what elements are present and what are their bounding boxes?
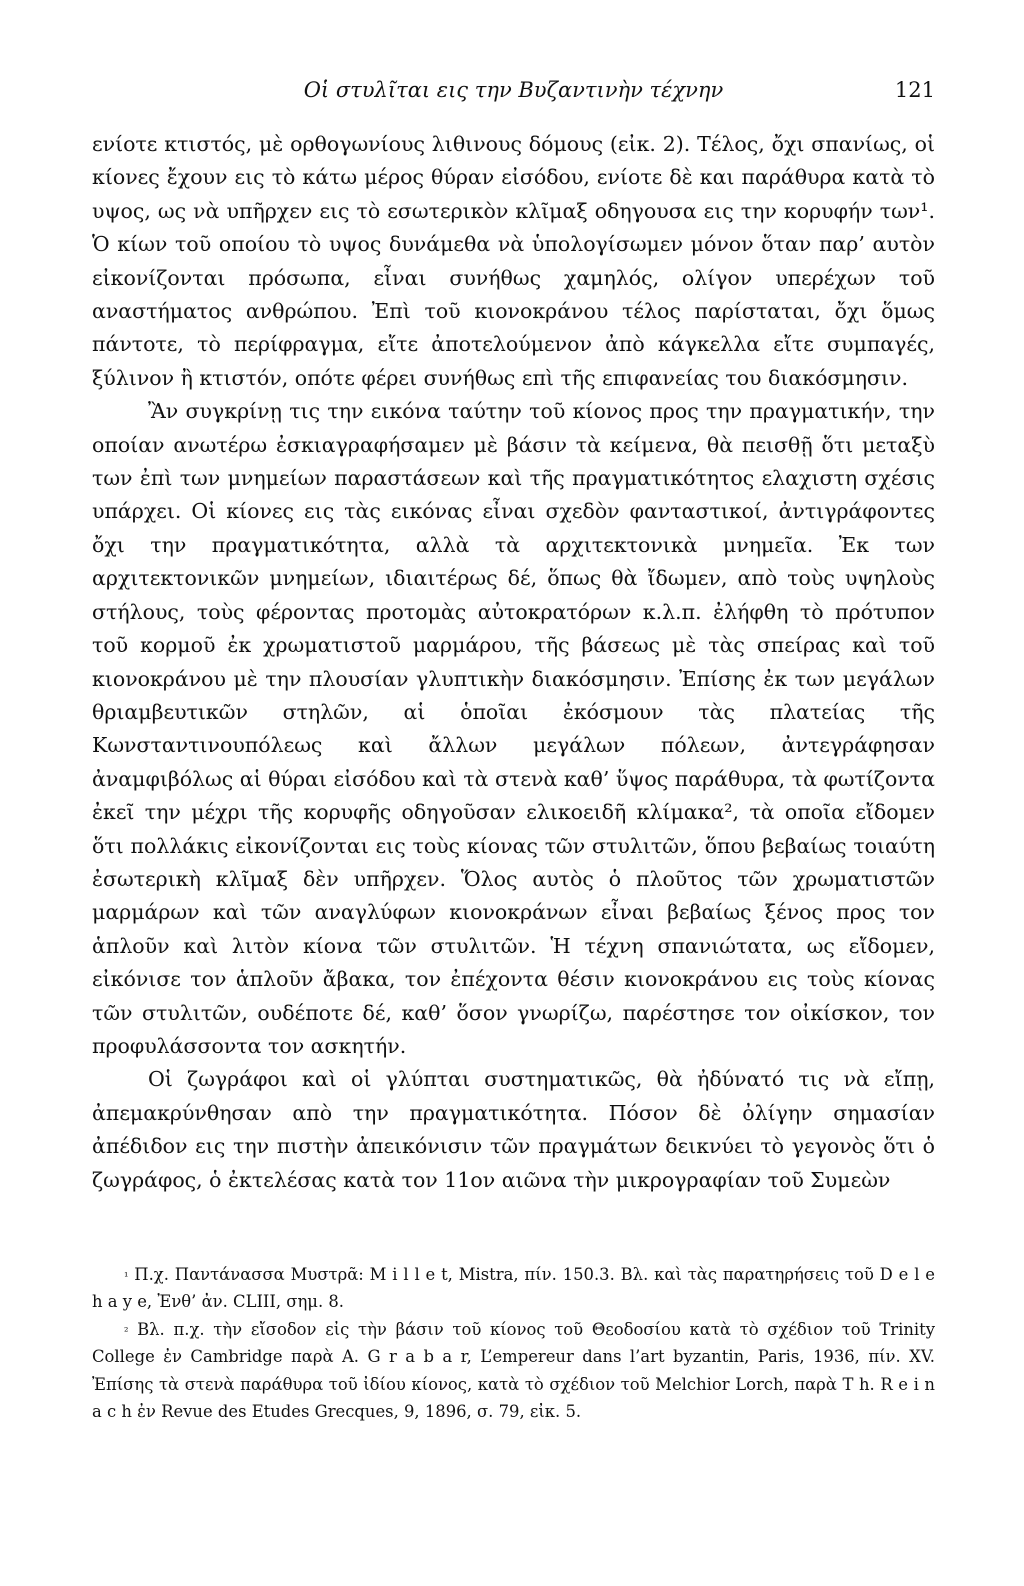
footnote-2 [92,1316,935,1426]
footnote-1 [92,1261,935,1316]
footnote-mark: ¹ [124,1270,129,1283]
running-title: Οἱ στυλῖται εις την Βυζαντινὴν τέχνην [303,78,724,102]
footnote-text: Βλ. π.χ. τὴν εἴσοδον εἰς τὴν βάσιν τοῦ κίονος τοῦ Θεοδοσίου κατὰ τὸ σχέδιον τοῦ Trinity College ἐν Cambridge παρὰ A. G r a b a r, L’empereur dans l’art byzantin, Paris, 1936, πίν. XV. Ἐπίσης τὰ στενὰ παράθυρα τοῦ ἰδίου κίονος, κατὰ τὸ σχέδιον τοῦ Melchior Lorch, παρὰ T h. R e i n a c h ἐν Revue des Etudes Grecques, 9, 1896, σ. 79, εἰκ. 5. [92,1319,935,1422]
footnotes [92,1261,935,1425]
running-header [92,72,935,108]
body-text [92,128,935,1197]
paragraph-3: Οἱ ζωγράφοι καὶ οἱ γλύπται συστηματικῶς, θὰ ἠδύνατό τις νὰ εἴπῃ, ἀπεμακρύνθησαν απὸ την πραγματικότητα. Πόσον δὲ ὀλίγην σημασίαν ἀπέδιδον εις την πιστὴν ἀπεικόνισιν τῶν πραγμάτων δεικνύει τὸ γεγονὸς ὅτι ὁ ζωγράφος, ὁ ἐκτελέσας κατὰ τον 11ον αιῶνα τὴν μικρογραφίαν τοῦ Συμεὼν [92,1067,935,1192]
paragraph-1: ενίοτε κτιστός, μὲ ορθογωνίους λιθινους δόμους (εἰκ. 2). Τέλος, ὄχι σπανίως, οἱ κίονες ἔχουν εις τὸ κάτω μέρος θύραν εἰσόδου, ενίοτε δὲ και παράθυρα κατὰ τὸ υψος, ως νὰ υπῆρχεν εις τὸ εσωτερικὸν κλῖμαξ οδηγουσα εις την κορυφήν των¹. Ὁ κίων τοῦ οποίου τὸ υψος δυνάμεθα νὰ ὑπολογίσωμεν μόνον ὅταν παρ’ αυτὸν εἰκονίζονται πρόσωπα, εἶναι συνήθως χαμηλός, ολίγον υπερέχων τοῦ αναστήματος ανθρώπου. Ἐπὶ τοῦ κιονοκράνου τέλος παρίσταται, ὄχι ὅμως πάντοτε, τὸ περίφραγμα, εἴτε ἀποτελούμενον ἀπὸ κάγκελλα εἴτε συμπαγές, ξύλινον ἢ κτιστόν, οπότε φέρει συνήθως επὶ τῆς επιφανείας του διακόσμησιν. [92,132,935,390]
page-number: 121 [894,78,935,102]
footnote-mark: ² [124,1324,129,1338]
footnote-text: Π.χ. Παντάνασσα Μυστρᾶ: M i l l e t, Mistra, πίν. 150.3. Βλ. καὶ τὰς παρατηρήσεις τοῦ D e l e h a y e, Ἐνθ’ ἀν. CLIII, σημ. 8. [92,1265,935,1312]
paragraph-2: Ἂν συγκρίνῃ τις την εικόνα ταύτην τοῦ κίονος προς την πραγματικήν, την οποίαν ανωτέρω ἐσκιαγραφήσαμεν μὲ βάσιν τὰ κείμενα, θὰ πεισθῇ ὅτι μεταξὺ των ἐπὶ των μνημείων παραστάσεων καὶ τῆς πραγματικότητος ελαχιστη σχέσις υπάρχει. Οἱ κίονες εις τὰς εικόνας εἶναι σχεδὸν φανταστικοί, ἀντιγράφοντες ὄχι την πραγματικότητα, αλλὰ τὰ αρχιτεκτονικὰ μνημεῖα. Ἐκ των αρχιτεκτονικῶν μνημείων, ιδιαιτέρως δέ, ὅπως θὰ ἴδωμεν, απὸ τοὺς υψηλοὺς στήλους, τοὺς φέροντας προτομὰς αὐτοκρατόρων κ.λ.π. ἐλήφθη τὸ πρότυπον τοῦ κορμοῦ ἐκ χρωματιστοῦ μαρμάρου, τῆς βάσεως μὲ τὰς σπείρας καὶ τοῦ κιονοκράνου μὲ την πλουσίαν γλυπτικὴν διακόσμησιν. Ἐπίσης ἐκ των μεγάλων θριαμβευτικῶν στηλῶν, αἱ ὁποῖαι ἐκόσμουν τὰς πλατείας τῆς Κωνσταντινουπόλεως καὶ ἄλλων μεγάλων πόλεων, ἀντεγράφησαν ἀναμφιβόλως αἱ θύραι εἰσόδου καὶ τὰ στενὰ καθ’ ὕψος παράθυρα, τὰ φωτίζοντα ἐκεῖ την μέχρι τῆς κορυφῆς οδηγοῦσαν ελικοειδῆ κλίμακα², τὰ οποῖα εἴδομεν ὅτι πολλάκις εἰκονίζονται εις τοὺς κίονας τῶν στυλιτῶν, ὅπου βεβαίως τοιαύτη ἐσωτερικὴ κλῖμαξ δὲν υπῆρχεν. Ὅλος αυτὸς ὁ πλοῦτος τῶν χρωματιστῶν μαρμάρων καὶ τῶν αναγλύφων κιονοκράνων εἶναι βεβαίως ξένος προς τον ἁπλοῦν καὶ λιτὸν κίονα τῶν στυλιτῶν. Ἡ τέχνη σπανιώτατα, ως εἴδομεν, εἰκόνισε τον ἁπλοῦν ἄβακα, τον ἐπέχοντα θέσιν κιονοκράνου εις τοὺς κίονας τῶν στυλιτῶν, ουδέποτε δέ, καθ’ ὅσον γνωρίζω, παρέστησε τον οἰκίσκον, τον προφυλάσσοντα τον ασκητήν. [92,399,935,1058]
